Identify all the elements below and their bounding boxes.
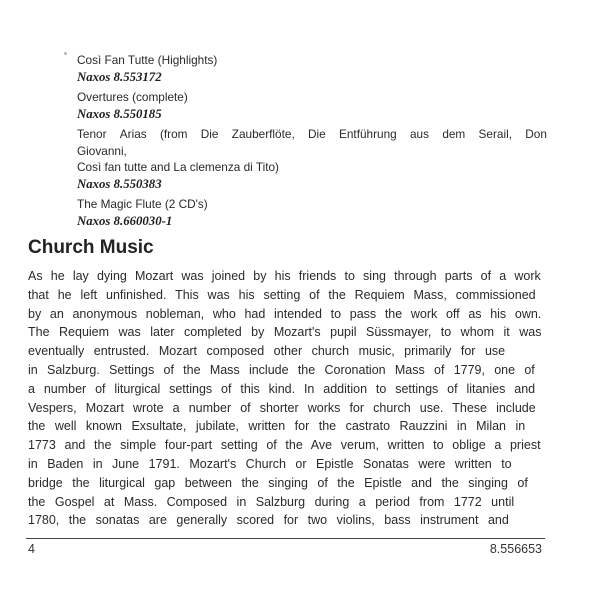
body-line: As he lay dying Mozart was joined by his friends to sing through parts of a work xyxy=(28,269,541,283)
body-line: Vespers, Mozart wrote a number of shorter works for church use. These include xyxy=(28,400,536,415)
recording-title: Così Fan Tutte (Highlights) xyxy=(77,53,218,67)
recording-entry xyxy=(77,126,547,192)
recording-title-continued: Giovanni, xyxy=(77,143,127,158)
body-line: the well known Exsultate, jubilate, written for the castrato Rauzzini in Milan in xyxy=(28,419,526,434)
body-line: 1773 and the simple four-part setting of the Ave verum, written to oblige a priest xyxy=(28,438,541,453)
catalog-number: Naxos 8.550383 xyxy=(77,176,162,191)
footer-rule xyxy=(26,538,545,539)
word: Don xyxy=(525,127,547,141)
section-heading: Church Music xyxy=(28,237,154,258)
word: Zauberflöte, xyxy=(231,127,295,141)
section-body xyxy=(28,267,541,530)
word: Die xyxy=(200,127,219,141)
word: Serail, xyxy=(478,127,512,141)
recording-title: The Magic Flute (2 CD's) xyxy=(77,197,208,211)
word: Tenor xyxy=(77,127,107,141)
recording-entry xyxy=(77,52,547,85)
recording-entry xyxy=(77,89,547,122)
word: Entführung xyxy=(339,127,397,141)
recording-title: Overtures (complete) xyxy=(77,90,188,104)
page-number: 4 xyxy=(28,542,35,556)
recording-list xyxy=(77,52,547,233)
body-line: by an anonymous nobleman, who had intended to pass the work off as his own. xyxy=(28,306,542,321)
word: Die xyxy=(308,127,326,141)
print-speck xyxy=(64,52,67,55)
word: (from xyxy=(159,127,188,141)
body-line: that he left unfinished. This was his setting of the Requiem Mass, commissioned xyxy=(28,287,536,302)
catalog-number: Naxos 8.660030-1 xyxy=(77,213,173,228)
body-line: eventually entrusted. Mozart composed other church music, primarily for use xyxy=(28,344,506,359)
body-line: bridge the liturgical gap between the singing of the Epistle and the singing of xyxy=(28,475,528,490)
body-line: in Baden in June 1791. Mozart's Church or Epistle Sonatas were written to xyxy=(28,456,512,471)
recording-title-continued: Così fan tutte and La clemenza di Tito) xyxy=(77,160,279,174)
body-line: a number of liturgical settings of this kind. In addition to settings of litanies and xyxy=(28,381,536,396)
body-line: 1780, the sonatas are generally scored for two violins, bass instrument and xyxy=(28,513,509,528)
catalog-number: Naxos 8.550185 xyxy=(77,106,162,121)
word: Arias xyxy=(119,127,147,141)
word: aus xyxy=(410,127,430,141)
footer-catalog-number: 8.556653 xyxy=(489,542,542,556)
body-line: the Gospel at Mass. Composed in Salzburg during a period from 1772 until xyxy=(28,494,515,509)
body-line: in Salzburg. Settings of the Mass include the Coronation Mass of 1779, one of xyxy=(28,362,535,377)
recording-entry xyxy=(77,196,547,229)
catalog-number: Naxos 8.553172 xyxy=(77,69,162,84)
recording-title xyxy=(77,126,547,143)
word: dem xyxy=(442,127,466,141)
body-line: The Requiem was later completed by Mozart's pupil Süssmayer, to whom it was xyxy=(28,325,542,340)
